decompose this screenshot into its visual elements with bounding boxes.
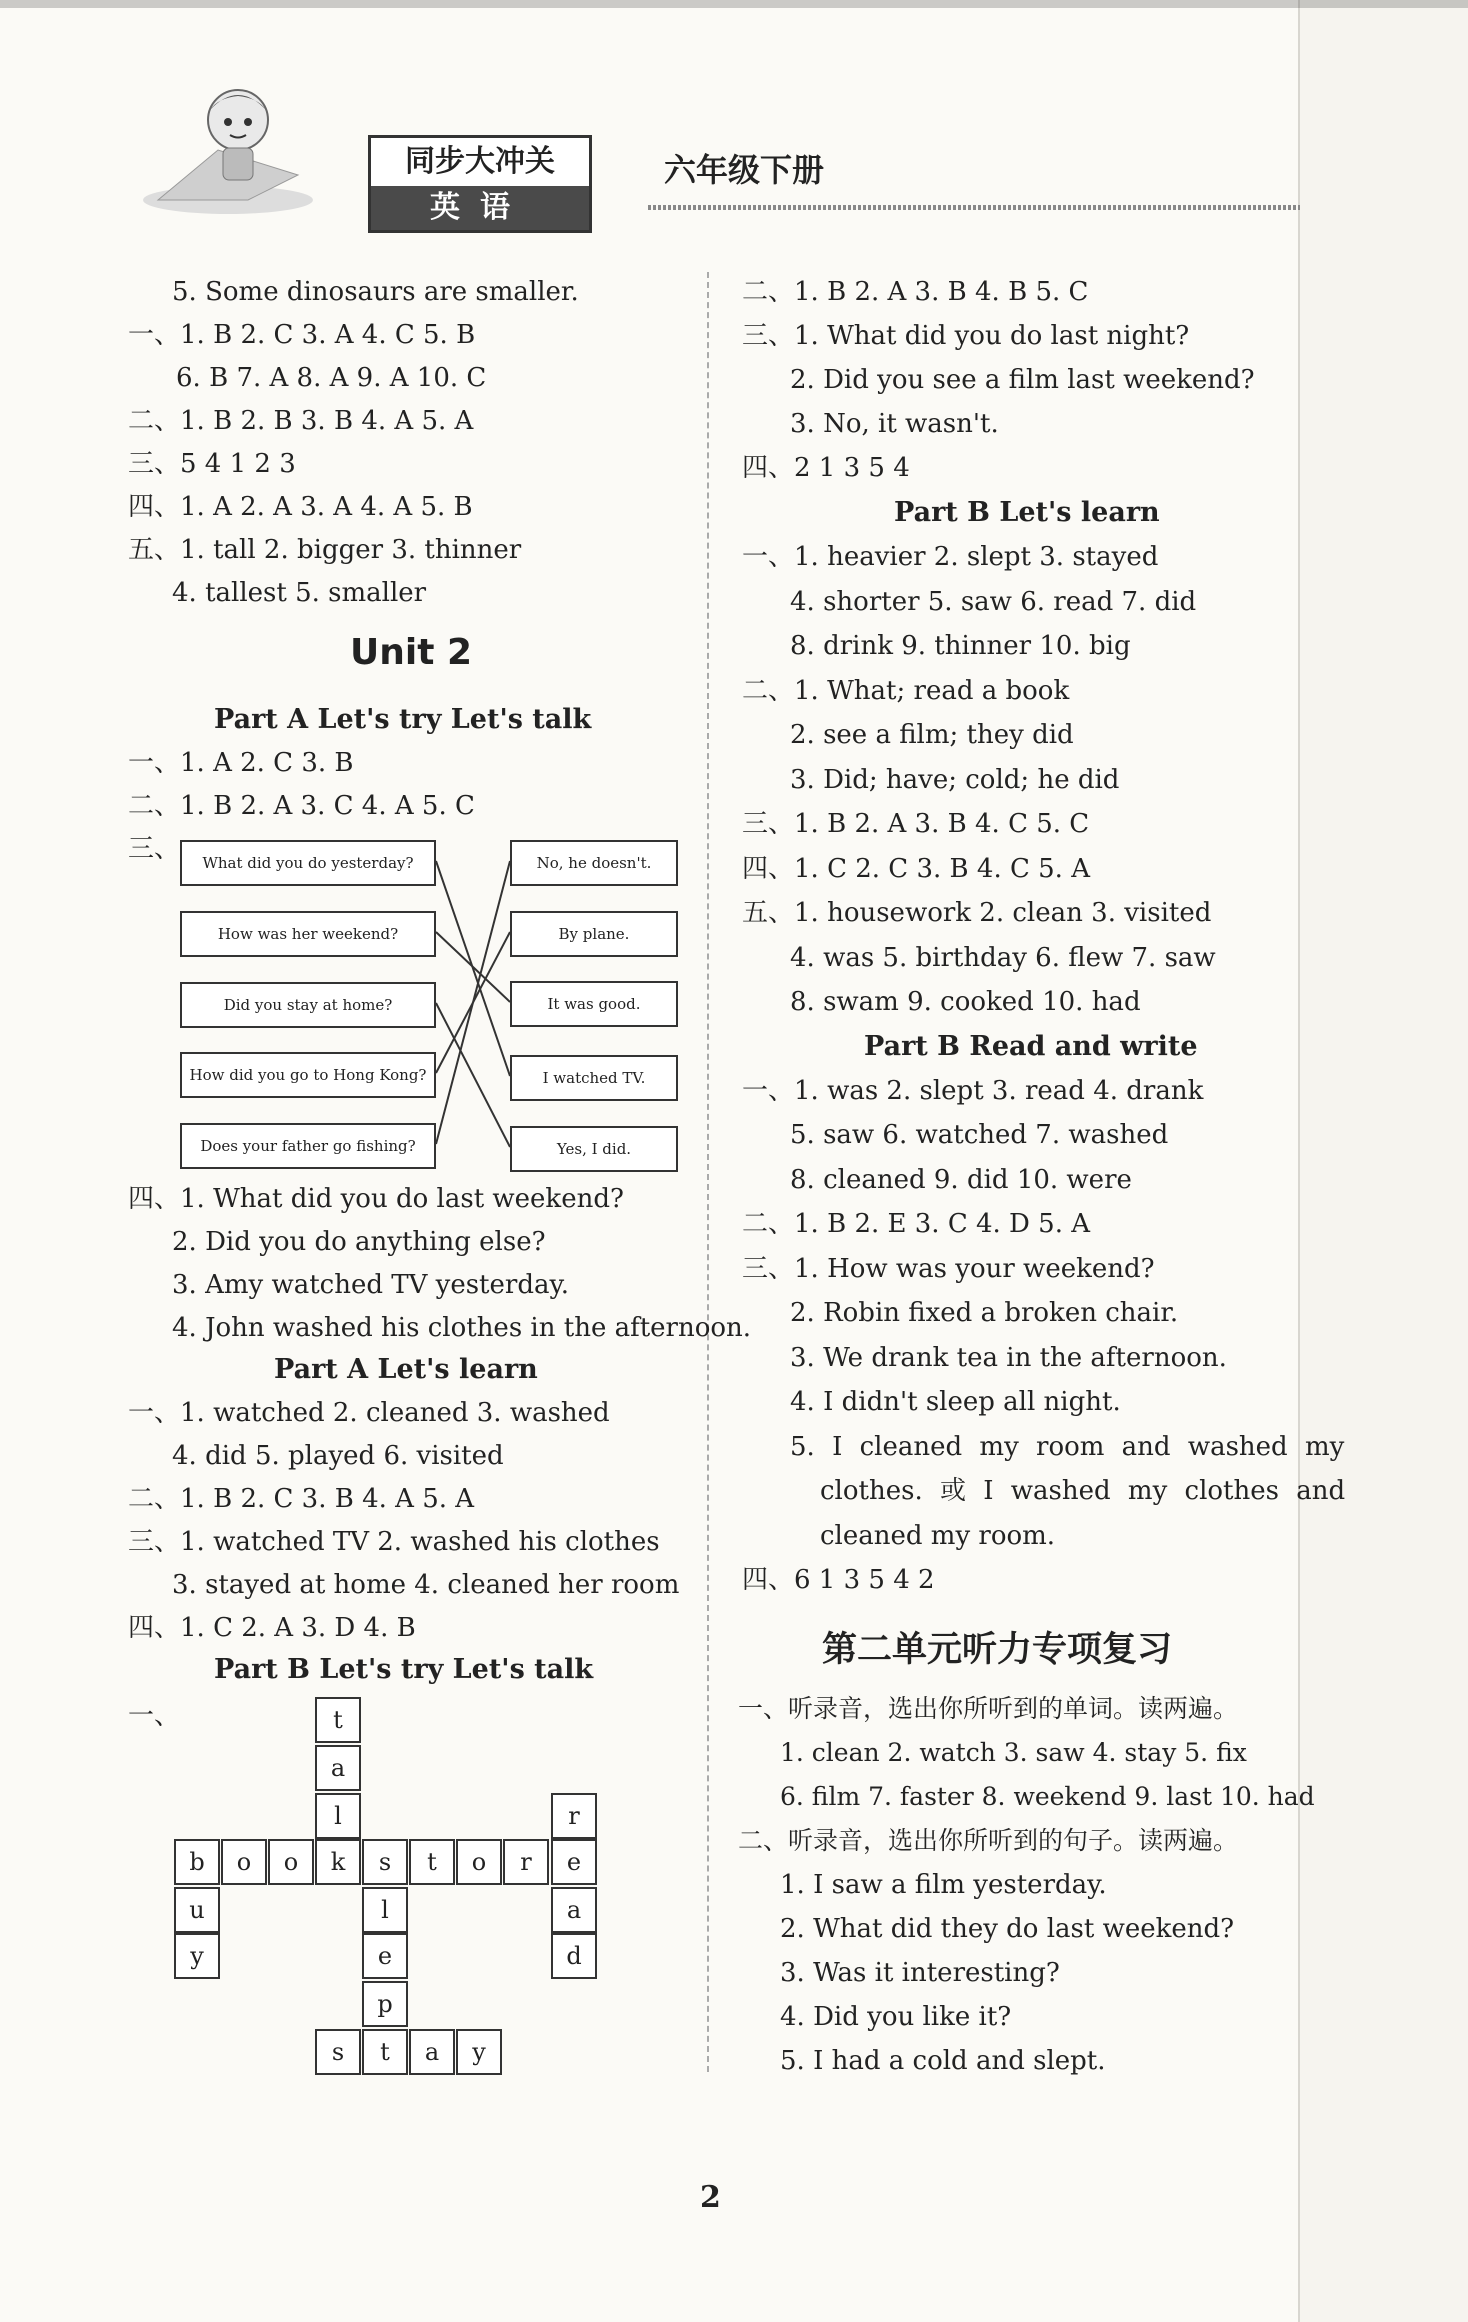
- answer-line: 5. Some dinosaurs are smaller.: [172, 277, 579, 307]
- page-number: 2: [700, 2180, 721, 2215]
- crossword-cell: e: [362, 1933, 408, 1979]
- series-title: 同步大冲关: [405, 144, 555, 179]
- match-question: What did you do yesterday?: [180, 840, 436, 886]
- answer-line: 4. tallest 5. smaller: [172, 578, 427, 608]
- answer-line: 3. Amy watched TV yesterday.: [172, 1270, 569, 1300]
- answer-line: 四、1. C 2. C 3. B 4. C 5. A: [742, 854, 1090, 884]
- answer-line: 一、: [128, 1701, 181, 1731]
- match-question: Does your father go fishing?: [180, 1123, 436, 1169]
- answer-line: 四、1. A 2. A 3. A 4. A 5. B: [128, 492, 473, 522]
- crossword-cell: b: [174, 1839, 220, 1885]
- match-question: Did you stay at home?: [180, 982, 436, 1028]
- mascot-illustration: [128, 80, 318, 220]
- crossword-cell: o: [268, 1839, 314, 1885]
- answer-line: 五、1. housework 2. clean 3. visited: [742, 898, 1212, 928]
- section-heading: Part B Let's learn: [894, 497, 1160, 528]
- crossword-cell: s: [315, 2029, 361, 2075]
- answer-line: 一、1. A 2. C 3. B: [128, 748, 354, 778]
- grade-label: 六年级下册: [664, 151, 825, 189]
- answer-line: 2. Did you see a film last weekend?: [790, 365, 1255, 395]
- answer-line: 三、5 4 1 2 3: [128, 449, 296, 479]
- answer-line: 4. shorter 5. saw 6. read 7. did: [790, 587, 1197, 617]
- crossword-cell: y: [174, 1933, 220, 1979]
- answer-line: 4. was 5. birthday 6. flew 7. saw: [790, 943, 1216, 973]
- section-heading: Part A Let's learn: [274, 1354, 538, 1385]
- answer-line: 一、1. was 2. slept 3. read 4. drank: [742, 1076, 1204, 1106]
- unit-title: Unit 2: [350, 632, 472, 673]
- answer-line: 4. John washed his clothes in the afternoon.: [172, 1313, 752, 1343]
- answer-line: 三、: [128, 834, 181, 864]
- answer-line: 3. stayed at home 4. cleaned her room: [172, 1570, 680, 1600]
- answer-line: 6. B 7. A 8. A 9. A 10. C: [176, 363, 487, 393]
- answer-line: 二、1. B 2. A 3. B 4. B 5. C: [742, 277, 1089, 307]
- answer-line: 5. I had a cold and slept.: [780, 2046, 1106, 2076]
- match-question: How was her weekend?: [180, 911, 436, 957]
- subject-label: 英语: [371, 186, 589, 230]
- answer-line: 4. I didn't sleep all night.: [790, 1387, 1121, 1417]
- answer-line: 四、1. What did you do last weekend?: [128, 1184, 624, 1214]
- answer-line: 1. I saw a film yesterday.: [780, 1870, 1107, 1900]
- crossword-cell: y: [456, 2029, 502, 2075]
- instruction-line: 二、听录音，选出你所听到的句子。读两遍。: [738, 1826, 1239, 1855]
- crossword-cell: l: [315, 1793, 361, 1839]
- section-heading: Part B Read and write: [864, 1031, 1198, 1062]
- crossword-cell: r: [503, 1839, 549, 1885]
- crossword-cell: o: [221, 1839, 267, 1885]
- answer-line: 三、1. B 2. A 3. B 4. C 5. C: [742, 809, 1090, 839]
- answer-line: 2. see a film; they did: [790, 720, 1074, 750]
- crossword-cell: k: [315, 1839, 361, 1885]
- section-heading: Part A Let's try Let's talk: [214, 704, 592, 735]
- crossword-cell: a: [551, 1887, 597, 1933]
- answer-line: 4. did 5. played 6. visited: [172, 1441, 504, 1471]
- answer-line: 一、1. watched 2. cleaned 3. washed: [128, 1398, 610, 1428]
- answer-line: 3. Was it interesting?: [780, 1958, 1060, 1988]
- answer-line: 6. film 7. faster 8. weekend 9. last 10. had: [780, 1782, 1315, 1811]
- match-answer: Yes, I did.: [510, 1126, 678, 1172]
- answer-line: 1. clean 2. watch 3. saw 4. stay 5. fix: [780, 1738, 1247, 1767]
- answer-line: 2. Did you do anything else?: [172, 1227, 546, 1257]
- matching-exercise: [180, 835, 690, 1175]
- answer-line: 5. I cleaned my room and washed my: [790, 1432, 1345, 1462]
- answer-line: 5. saw 6. watched 7. washed: [790, 1120, 1169, 1150]
- answer-line: 二、1. B 2. B 3. B 4. A 5. A: [128, 406, 474, 436]
- series-badge: [368, 135, 592, 233]
- match-answer: I watched TV.: [510, 1055, 678, 1101]
- column-divider: [707, 272, 709, 2072]
- answer-line: clothes. 或 I washed my clothes and: [820, 1476, 1346, 1506]
- crossword-cell: p: [362, 1981, 408, 2027]
- instruction-line: 一、听录音，选出你所听到的单词。读两遍。: [738, 1694, 1239, 1723]
- crossword-cell: a: [315, 1745, 361, 1791]
- answer-line: 8. drink 9. thinner 10. big: [790, 631, 1131, 661]
- crossword-cell: t: [362, 2029, 408, 2075]
- answer-line: 三、1. How was your weekend?: [742, 1254, 1155, 1284]
- answer-line: 4. Did you like it?: [780, 2002, 1012, 2032]
- answer-line: 一、1. heavier 2. slept 3. stayed: [742, 542, 1159, 572]
- crossword-cell: l: [362, 1887, 408, 1933]
- crossword-cell: d: [551, 1933, 597, 1979]
- match-answer: It was good.: [510, 981, 678, 1027]
- answer-line: 二、1. B 2. C 3. B 4. A 5. A: [128, 1484, 475, 1514]
- match-question: How did you go to Hong Kong?: [180, 1052, 436, 1098]
- answer-line: 二、1. B 2. E 3. C 4. D 5. A: [742, 1209, 1091, 1239]
- crossword-cell: u: [174, 1887, 220, 1933]
- answer-line: 三、1. What did you do last night?: [742, 321, 1190, 351]
- crossword-cell: a: [409, 2029, 455, 2075]
- section-heading: Part B Let's try Let's talk: [214, 1654, 594, 1685]
- answer-line: 3. No, it wasn't.: [790, 409, 999, 439]
- crossword-cell: t: [315, 1697, 361, 1743]
- crossword-cell: o: [456, 1839, 502, 1885]
- match-answer: No, he doesn't.: [510, 840, 678, 886]
- answer-line: 二、1. What; read a book: [742, 676, 1070, 706]
- answer-line: 四、2 1 3 5 4: [742, 453, 910, 483]
- answer-line: 8. cleaned 9. did 10. were: [790, 1165, 1132, 1195]
- review-section-title: 第二单元听力专项复习: [822, 1630, 1173, 1670]
- answer-line: 五、1. tall 2. bigger 3. thinner: [128, 535, 522, 565]
- answer-line: cleaned my room.: [820, 1521, 1056, 1551]
- header-rule: [648, 205, 1300, 210]
- answer-line: 2. What did they do last weekend?: [780, 1914, 1235, 1944]
- answer-line: 二、1. B 2. A 3. C 4. A 5. C: [128, 791, 475, 821]
- crossword-cell: s: [362, 1839, 408, 1885]
- match-answer: By plane.: [510, 911, 678, 957]
- answer-line: 四、1. C 2. A 3. D 4. B: [128, 1613, 416, 1643]
- answer-line: 一、1. B 2. C 3. A 4. C 5. B: [128, 320, 476, 350]
- crossword-cell: r: [551, 1793, 597, 1839]
- answer-line: 8. swam 9. cooked 10. had: [790, 987, 1141, 1017]
- answer-line: 四、6 1 3 5 4 2: [742, 1565, 935, 1595]
- answer-line: 三、1. watched TV 2. washed his clothes: [128, 1527, 660, 1557]
- crossword-cell: e: [551, 1839, 597, 1885]
- crossword-cell: t: [409, 1839, 455, 1885]
- answer-line: 2. Robin fixed a broken chair.: [790, 1298, 1179, 1328]
- answer-line: 3. We drank tea in the afternoon.: [790, 1343, 1227, 1373]
- top-edge: [0, 0, 1468, 8]
- answer-line: 3. Did; have; cold; he did: [790, 765, 1120, 795]
